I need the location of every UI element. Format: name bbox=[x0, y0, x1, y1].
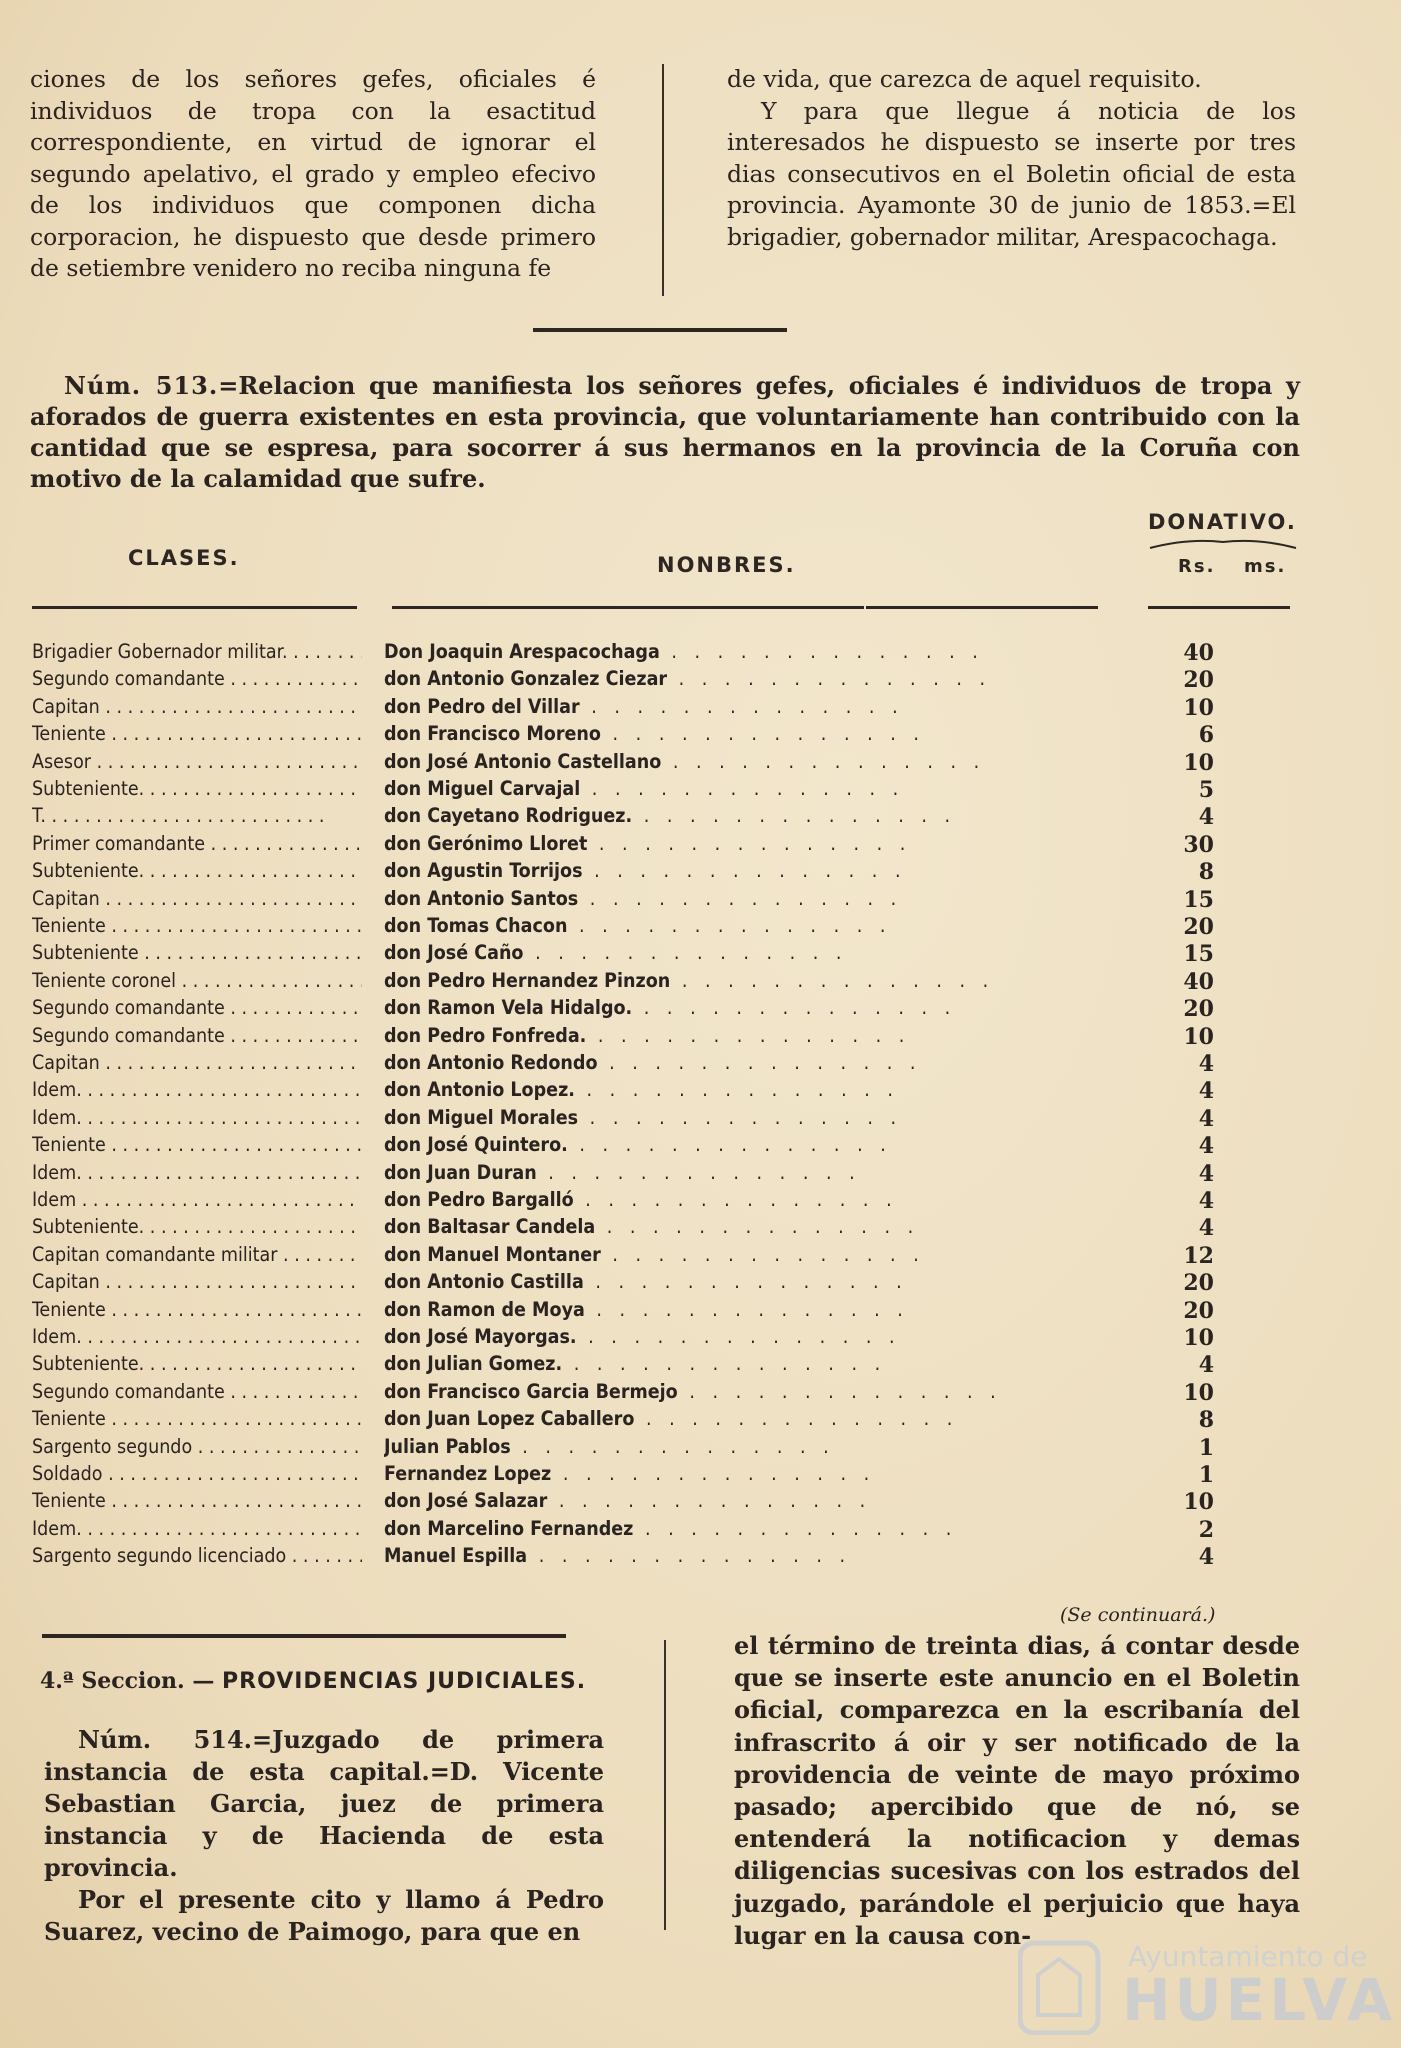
row-name: don Julian Gomez. . bbox=[384, 1352, 1134, 1375]
row-amount: 4 bbox=[1198, 1215, 1214, 1242]
table-row bbox=[0, 640, 1401, 667]
row-class: Segundo comandante . . . bbox=[32, 1024, 362, 1047]
row-name: Don Joaquin Arespacochaga . bbox=[384, 640, 1134, 663]
header-rule-names-a bbox=[392, 606, 864, 609]
separator-rule-top bbox=[533, 328, 787, 332]
section-label: 4.ª Seccion. — bbox=[40, 1668, 215, 1694]
row-amount: 8 bbox=[1198, 1407, 1214, 1434]
notice-513-text: =Relacion que manifiesta los señores gefes, oficiales é individuos de tropa y aforados de guerra existentes en esta provincia, que voluntariamente han contribuido con la cantidad que se espresa, para socorrer á sus hermanos en la provincia de la Coruña con motivo de la calamidad que sufre. bbox=[30, 371, 1300, 493]
table-row bbox=[0, 1462, 1401, 1489]
table-row bbox=[0, 1407, 1401, 1434]
header-rule-donation bbox=[1148, 606, 1290, 609]
header-rs: Rs. bbox=[1178, 556, 1216, 577]
row-name: don Antonio Lopez. . bbox=[384, 1078, 1134, 1101]
bottom-column-divider bbox=[664, 1640, 666, 1930]
table-row bbox=[0, 914, 1401, 941]
row-name: don Antonio Castilla . bbox=[384, 1270, 1134, 1293]
separator-rule-bottom bbox=[42, 1634, 566, 1638]
row-class: Segundo comandante . . . bbox=[32, 996, 362, 1019]
row-name: don Antonio Redondo . bbox=[384, 1051, 1134, 1074]
row-amount: 10 bbox=[1183, 694, 1214, 721]
row-class: Sargento segundo . . . bbox=[32, 1435, 362, 1458]
row-amount: 10 bbox=[1183, 1325, 1214, 1351]
row-name: don Baltasar Candela . bbox=[384, 1215, 1134, 1238]
row-class: Idem. . . . bbox=[32, 1325, 362, 1348]
row-name: don José Caño . bbox=[384, 941, 1134, 964]
row-class: Teniente coronel . . . bbox=[32, 969, 362, 992]
row-name: don Tomas Chacon . bbox=[384, 914, 1134, 937]
row-name: don Miguel Morales . bbox=[384, 1106, 1134, 1129]
row-name: Manuel Espilla . bbox=[384, 1544, 1134, 1567]
row-amount: 4 bbox=[1198, 1105, 1214, 1132]
header-names: NONBRES. bbox=[657, 553, 796, 577]
top-right-line: de vida, que carezca de aquel requisito. bbox=[727, 65, 1202, 93]
row-name: don Manuel Montaner . bbox=[384, 1243, 1134, 1266]
row-amount: 4 bbox=[1198, 1078, 1214, 1105]
row-amount: 2 bbox=[1198, 1516, 1214, 1543]
row-amount: 20 bbox=[1183, 1270, 1214, 1297]
row-name: don José Antonio Castellano . bbox=[384, 750, 1134, 773]
row-amount: 10 bbox=[1183, 1379, 1214, 1406]
row-amount: 4 bbox=[1198, 1352, 1214, 1379]
row-class: Capitan . . . bbox=[32, 695, 362, 718]
table-row bbox=[0, 1188, 1401, 1215]
row-amount: 1 bbox=[1198, 1462, 1214, 1488]
watermark-small-text: Ayuntamiento de bbox=[1128, 1940, 1368, 1973]
table-row bbox=[0, 941, 1401, 968]
table-row bbox=[0, 1517, 1401, 1544]
table-row bbox=[0, 722, 1401, 749]
header-donation: DONATIVO. bbox=[1148, 510, 1297, 534]
row-class: Subteniente . . . bbox=[32, 941, 362, 964]
row-class: Teniente . . . bbox=[32, 1407, 362, 1430]
top-right-column bbox=[727, 64, 1296, 253]
row-amount: 20 bbox=[1183, 667, 1214, 694]
row-name: don Francisco Garcia Bermejo . bbox=[384, 1380, 1134, 1403]
row-class: Subteniente. . . . bbox=[32, 859, 362, 882]
table-row bbox=[0, 695, 1401, 722]
header-rule-names-b bbox=[866, 606, 1098, 609]
row-name: don José Quintero. . bbox=[384, 1133, 1134, 1156]
table-row bbox=[0, 1243, 1401, 1270]
row-name: don Francisco Moreno . bbox=[384, 722, 1134, 745]
row-amount: 4 bbox=[1198, 1160, 1214, 1187]
row-amount: 4 bbox=[1198, 1544, 1214, 1571]
table-row bbox=[0, 1325, 1401, 1352]
header-classes: CLASES. bbox=[128, 546, 240, 570]
row-class: Capitan . . . bbox=[32, 887, 362, 910]
row-class: Sargento segundo licenciado . . . bbox=[32, 1544, 362, 1567]
table-row bbox=[0, 887, 1401, 914]
row-class: Teniente . . . bbox=[32, 1489, 362, 1512]
donation-brace bbox=[1148, 536, 1298, 550]
row-name: don Pedro del Villar . bbox=[384, 695, 1134, 718]
row-class: Segundo comandante . . . bbox=[32, 667, 362, 690]
row-name: don Pedro Bargalló . bbox=[384, 1188, 1134, 1211]
row-name: don Ramon Vela Hidalgo. . bbox=[384, 996, 1134, 1019]
row-class: Idem. . . . bbox=[32, 1517, 362, 1540]
table-row bbox=[0, 1270, 1401, 1297]
section-title: PROVIDENCIAS JUDICIALES. bbox=[222, 1669, 587, 1694]
notice-513-number: Núm. 513. bbox=[64, 371, 219, 400]
header-ms: ms. bbox=[1244, 556, 1287, 577]
table-row bbox=[0, 1024, 1401, 1051]
row-class: Subteniente. . . . bbox=[32, 1215, 362, 1238]
row-class: Teniente . . . bbox=[32, 1133, 362, 1156]
row-class: Idem . . . bbox=[32, 1188, 362, 1211]
row-name: don Agustin Torrijos . bbox=[384, 859, 1134, 882]
table-row bbox=[0, 1051, 1401, 1078]
row-name: don José Salazar . bbox=[384, 1489, 1134, 1512]
row-class: Segundo comandante . . . bbox=[32, 1380, 362, 1403]
table-row bbox=[0, 777, 1401, 804]
table-row bbox=[0, 1380, 1401, 1407]
row-amount: 40 bbox=[1183, 640, 1214, 666]
row-class: Idem. . . . bbox=[32, 1161, 362, 1184]
row-name: don Pedro Fonfreda. . bbox=[384, 1024, 1134, 1047]
row-class: Capitan . . . bbox=[32, 1270, 362, 1293]
row-class: Soldado . . . bbox=[32, 1462, 362, 1485]
row-amount: 20 bbox=[1183, 914, 1214, 940]
section-heading bbox=[40, 1668, 586, 1694]
top-left-text: ciones de los señores gefes, oficiales é individuos de tropa con la esactitud correspondiente, en virtud de ignorar el segundo apelativo, el grado y empleo efecivo de los individuos que componen dicha corporacion, he dispuesto que desde primero de setiembre venidero no reciba ninguna fe bbox=[30, 65, 596, 282]
row-name: Fernandez Lopez . bbox=[384, 1462, 1134, 1485]
row-amount: 40 bbox=[1183, 968, 1214, 995]
continues-note: (Se continuará.) bbox=[1060, 1604, 1216, 1626]
table-row bbox=[0, 859, 1401, 886]
row-amount: 4 bbox=[1198, 1133, 1214, 1160]
row-class: Subteniente. . . . bbox=[32, 1352, 362, 1375]
table-row bbox=[0, 1298, 1401, 1325]
row-class: Teniente . . . bbox=[32, 722, 362, 745]
table-row bbox=[0, 1078, 1401, 1105]
table-row bbox=[0, 969, 1401, 996]
row-name: don Gerónimo Lloret . bbox=[384, 832, 1134, 855]
table-row bbox=[0, 1544, 1401, 1571]
row-amount: 15 bbox=[1183, 941, 1214, 968]
table-row bbox=[0, 1161, 1401, 1188]
table-row bbox=[0, 1133, 1401, 1160]
table-row bbox=[0, 1435, 1401, 1462]
notice-514-heading: Núm. 514.=Juzgado de primera instancia de esta capital.=D. Vicente Sebastian Garcia, juez de primera instancia y de Hacienda de esta provincia. bbox=[44, 1725, 604, 1882]
row-amount: 8 bbox=[1198, 859, 1214, 886]
row-amount: 10 bbox=[1183, 1023, 1214, 1050]
row-name: don Ramon de Moya . bbox=[384, 1298, 1134, 1321]
row-amount: 4 bbox=[1198, 1188, 1214, 1214]
row-class: Primer comandante . . . bbox=[32, 832, 362, 855]
row-class: Brigadier Gobernador militar. . . . bbox=[32, 640, 362, 663]
row-class: Asesor . . . bbox=[32, 750, 362, 773]
table-row bbox=[0, 1215, 1401, 1242]
row-class: Subteniente. . . . bbox=[32, 777, 362, 800]
row-amount: 20 bbox=[1183, 1297, 1214, 1324]
table-row bbox=[0, 1489, 1401, 1516]
row-name: don Pedro Hernandez Pinzon . bbox=[384, 969, 1134, 992]
row-name: don Miguel Carvajal . bbox=[384, 777, 1134, 800]
bottom-left-column bbox=[44, 1724, 604, 1948]
row-name: don Antonio Gonzalez Ciezar . bbox=[384, 667, 1134, 690]
top-column-divider bbox=[662, 64, 664, 296]
row-amount: 10 bbox=[1183, 749, 1214, 776]
table-row bbox=[0, 804, 1401, 831]
row-name: don Juan Duran . bbox=[384, 1161, 1134, 1184]
notice-514-body: Por el presente cito y llamo á Pedro Suarez, vecino de Paimogo, para que en bbox=[44, 1885, 604, 1946]
row-class: Idem. . . . bbox=[32, 1078, 362, 1101]
row-name: don Juan Lopez Caballero . bbox=[384, 1407, 1134, 1430]
row-name: don Antonio Santos . bbox=[384, 887, 1134, 910]
row-amount: 1 bbox=[1198, 1434, 1214, 1461]
table-row bbox=[0, 1106, 1401, 1133]
row-amount: 15 bbox=[1183, 886, 1214, 913]
row-class: T. . . . bbox=[32, 804, 362, 827]
table-row bbox=[0, 750, 1401, 777]
row-amount: 6 bbox=[1198, 722, 1214, 749]
header-rule-classes bbox=[32, 606, 357, 609]
table-row bbox=[0, 996, 1401, 1023]
notice-513 bbox=[30, 370, 1300, 494]
notice-514-continuation: el término de treinta dias, á contar desde que se inserte este anuncio en el Boletin oficial, comparezca en la escribanía del infrascrito á oir y ser notificado de la providencia de veinte de mayo próximo pasado; apercibido que de nó, se entenderá la notificacion y demas diligencias sucesivas con los estrados del juzgado, parándole el perjuicio que haya lugar en la causa con- bbox=[734, 1631, 1300, 1950]
row-class: Capitan . . . bbox=[32, 1051, 362, 1074]
row-class: Capitan comandante militar . . . bbox=[32, 1243, 362, 1266]
row-amount: 20 bbox=[1183, 996, 1214, 1023]
row-amount: 4 bbox=[1198, 804, 1214, 831]
row-amount: 4 bbox=[1198, 1051, 1214, 1077]
row-name: don José Mayorgas. . bbox=[384, 1325, 1134, 1348]
row-amount: 30 bbox=[1183, 831, 1214, 858]
bottom-right-column bbox=[734, 1630, 1300, 1952]
row-amount: 12 bbox=[1183, 1242, 1214, 1269]
table-row bbox=[0, 832, 1401, 859]
row-class: Teniente . . . bbox=[32, 914, 362, 937]
row-amount: 5 bbox=[1198, 777, 1214, 803]
row-amount: 10 bbox=[1183, 1489, 1214, 1516]
row-class: Teniente . . . bbox=[32, 1298, 362, 1321]
row-class: Idem. . . . bbox=[32, 1106, 362, 1129]
top-right-paragraph: Y para que llegue á noticia de los interesados he dispuesto se inserte por tres dias consecutivos en el Boletin oficial de esta provincia. Ayamonte 30 de junio de 1853.=El brigadier, gobernador militar, Arespacochaga. bbox=[727, 96, 1296, 251]
table-row bbox=[0, 667, 1401, 694]
watermark-big-text: HUELVA bbox=[1122, 1966, 1397, 2034]
row-name: Julian Pablos . bbox=[384, 1435, 1134, 1458]
row-name: don Cayetano Rodriguez. . bbox=[384, 804, 1134, 827]
row-name: don Marcelino Fernandez . bbox=[384, 1517, 1134, 1540]
top-left-column bbox=[30, 64, 596, 285]
table-row bbox=[0, 1352, 1401, 1379]
